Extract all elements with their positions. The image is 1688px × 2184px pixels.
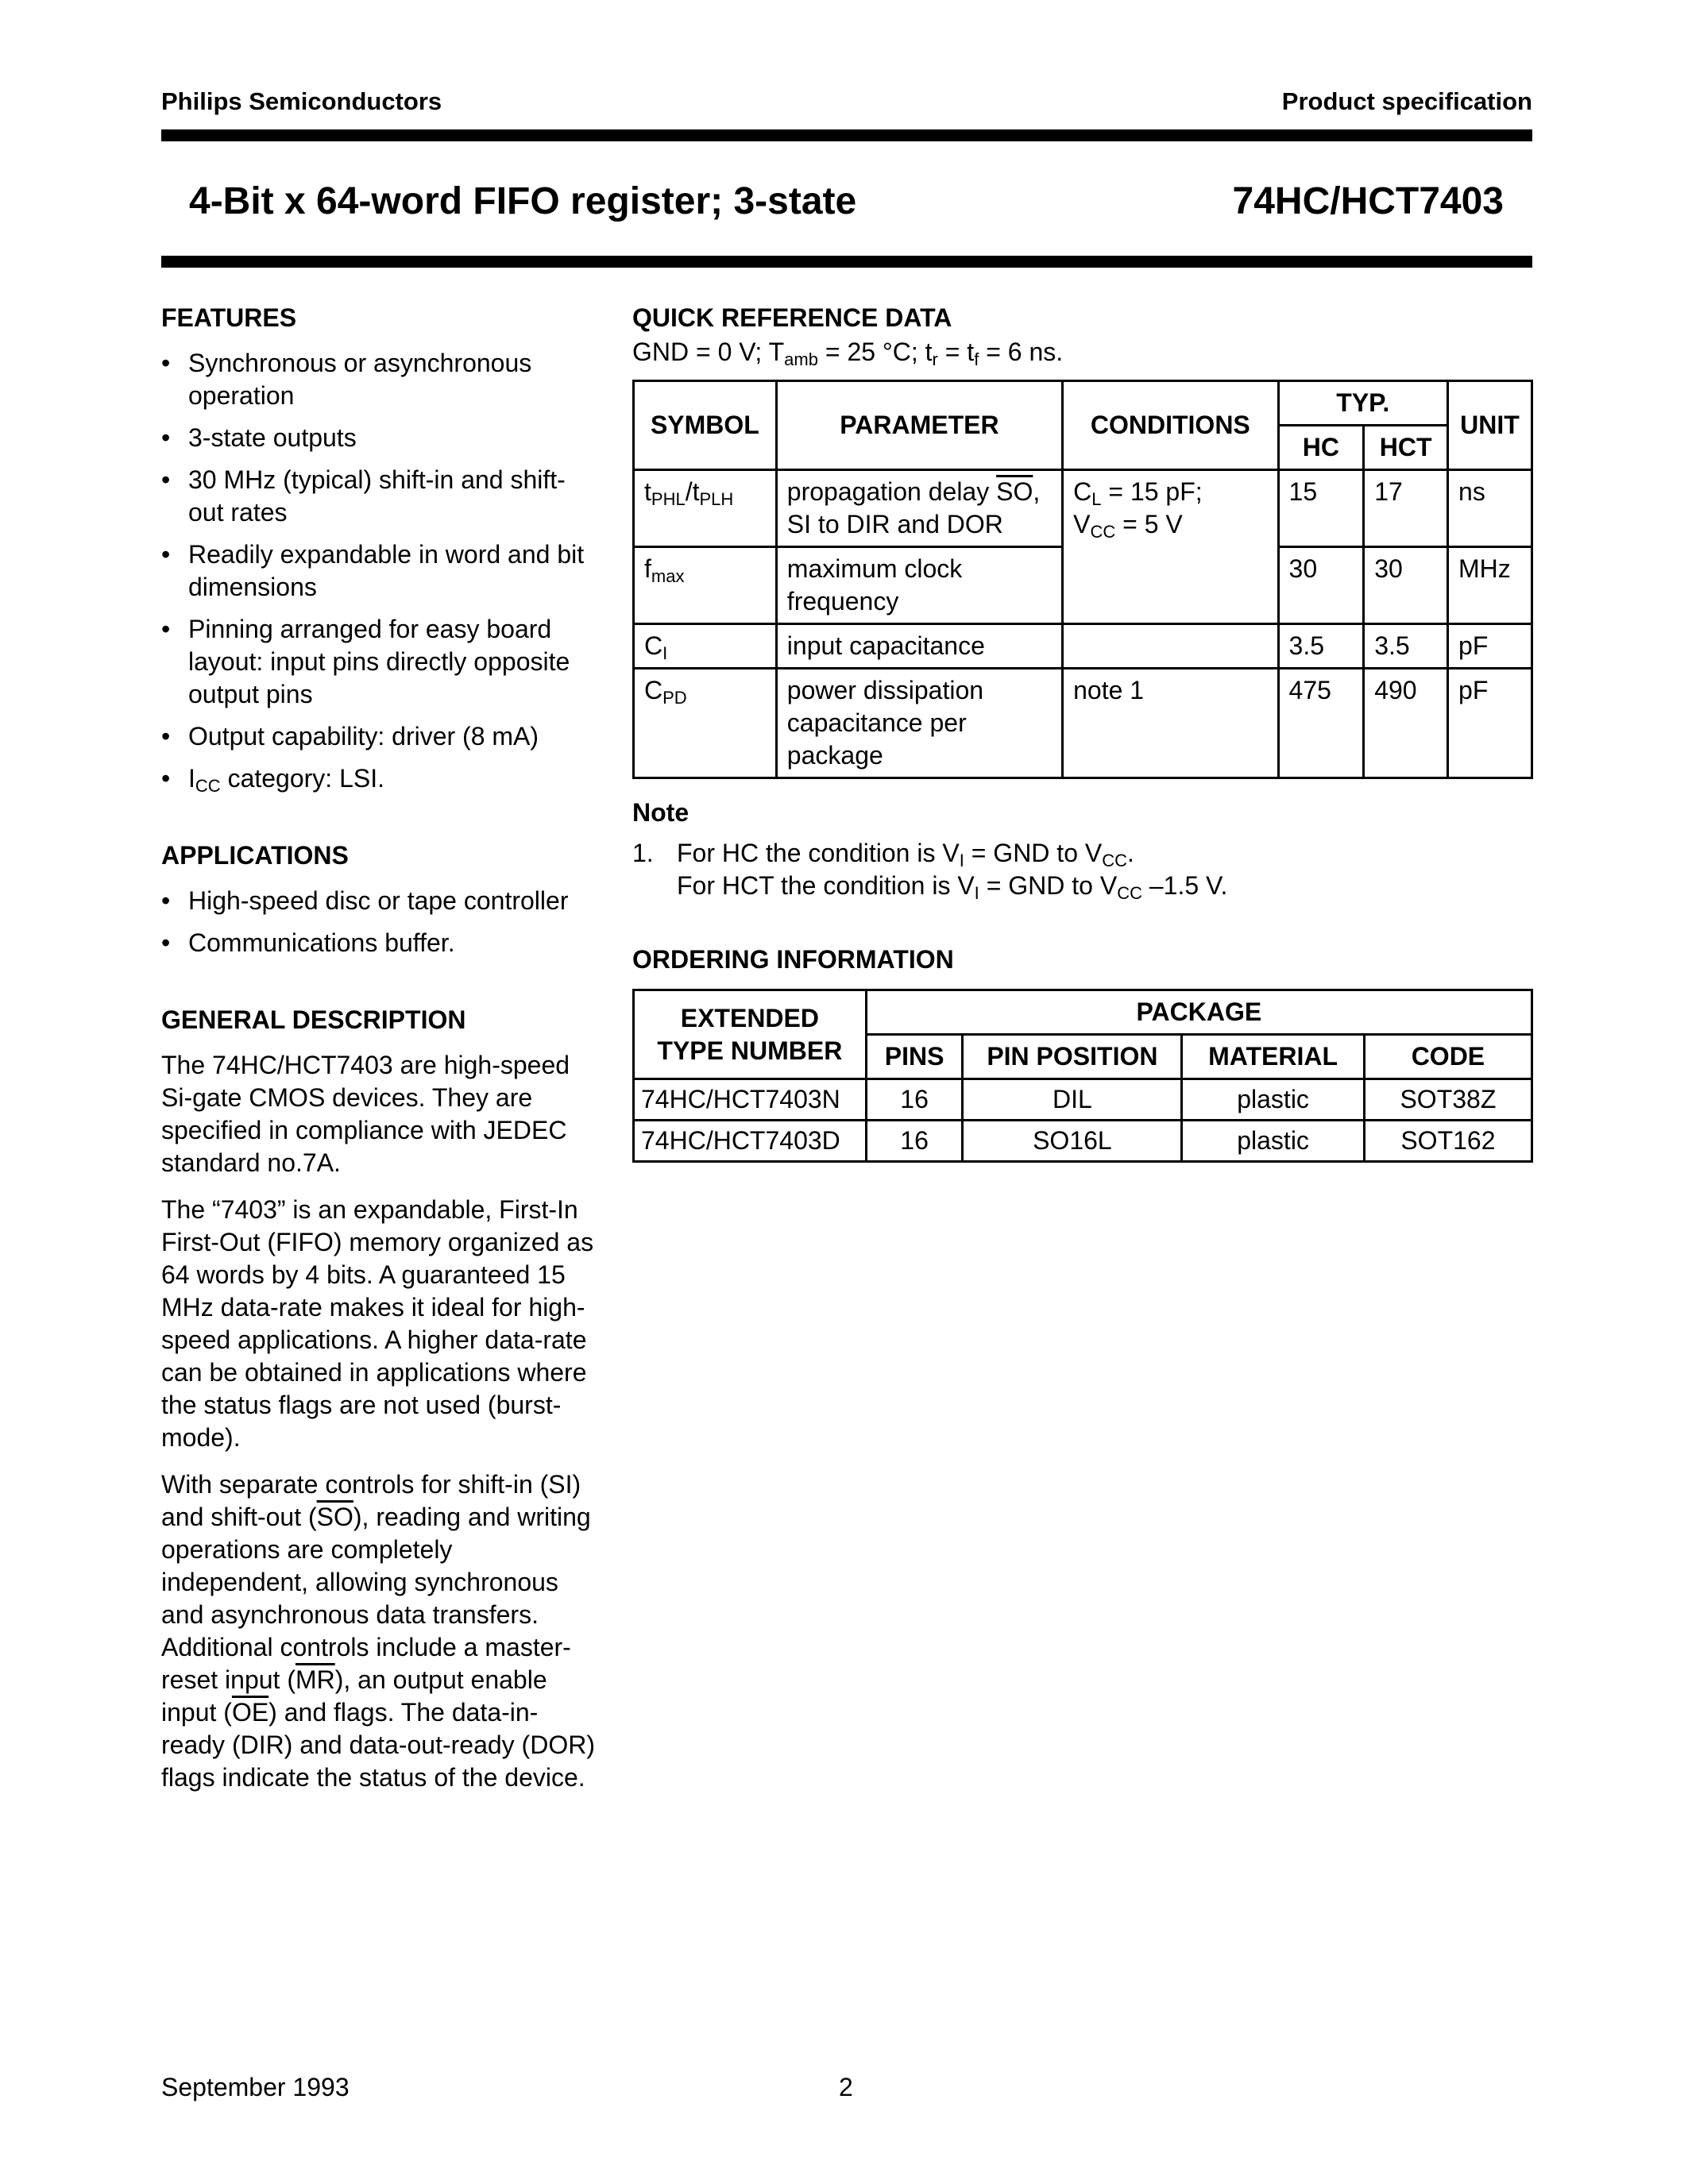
- cell-parameter: maximum clock frequency: [776, 547, 1062, 624]
- footer-date: September 1993: [161, 2073, 350, 2101]
- table-row: [634, 1079, 1532, 1121]
- table-header-row: [634, 990, 1532, 1035]
- col-pin-position: PIN POSITION: [963, 1035, 1182, 1079]
- table-row: [634, 624, 1532, 669]
- features-list: [161, 347, 598, 795]
- cell-hct: 17: [1364, 470, 1448, 547]
- general-paragraph-3: With separate controls for shift-in (SI) and shift-out $(\overline{SO})$, reading and writing operations are completely independent, allowing synchronous and asynchronous data transfers. Additional controls include a master-reset input $(\overline{MR})$, an output enable input $(\overline{OE})$ and flags. The data-in-ready (DIR) and data-out-ready (DOR) flags indicate the status of the device.: [161, 1470, 595, 1792]
- header-rule-top: [161, 129, 1532, 141]
- list-item: • High-speed disc or tape controller: [161, 886, 569, 915]
- cell-symbol: $t_{PHL}/t_{PLH}$: [634, 470, 777, 547]
- cell-pins: 16: [866, 1079, 963, 1121]
- cell-code: SOT38Z: [1364, 1079, 1532, 1121]
- page-title: 4-Bit x 64-word FIFO register; 3-state: [189, 180, 857, 222]
- cell-parameter: input capacitance: [776, 624, 1062, 669]
- cell-material: plastic: [1182, 1121, 1365, 1162]
- cell-symbol: $C_I$: [634, 624, 777, 669]
- part-number: 74HC/HCT7403: [1232, 180, 1504, 222]
- ordering-heading: ORDERING INFORMATION: [632, 945, 954, 974]
- cell-parameter: power dissipation capacitance per package: [776, 669, 1062, 778]
- quick-reference-conditions: GND = 0 V; $T_{amb} = 25$ °C; $t_r = t_f = 6$ ns.: [632, 338, 1064, 369]
- cell-unit: ns: [1448, 470, 1532, 547]
- general-paragraph-1: The 74HC/HCT7403 are high-speed Si-gate CMOS devices. They are specified in compliance with JEDEC standard no.7A.: [161, 1051, 570, 1177]
- general-description-heading: GENERAL DESCRIPTION: [161, 1005, 466, 1034]
- col-symbol: SYMBOL: [634, 381, 777, 470]
- cell-hc: 3.5: [1278, 624, 1364, 669]
- col-pins: PINS: [866, 1035, 963, 1079]
- cell-hct: 30: [1364, 547, 1448, 624]
- table-row: [634, 669, 1532, 778]
- applications-heading: APPLICATIONS: [161, 841, 349, 870]
- cell-symbol: $f_{max}$: [634, 547, 777, 624]
- col-unit: UNIT: [1448, 381, 1532, 470]
- cell-hc: 15: [1278, 470, 1364, 547]
- note-text: For HC the condition is $V_I$ = GND to $V_{CC}$. For HCT the condition is $V_I$ = GND to $V_{CC}$ –1.5 V.: [677, 839, 1228, 903]
- list-item: • 3-state outputs: [161, 423, 357, 452]
- cell-unit: pF: [1448, 669, 1532, 778]
- list-item: • Readily expandable in word and bit dimensions: [161, 540, 585, 601]
- cell-pin-position: SO16L: [963, 1121, 1182, 1162]
- table-row: [634, 470, 1532, 547]
- cell-parameter: propagation delay $\overline{SO}$, SI to DIR and DOR: [776, 470, 1062, 547]
- note-item: [632, 837, 1533, 902]
- list-item: • Communications buffer.: [161, 928, 455, 957]
- col-conditions: CONDITIONS: [1063, 381, 1278, 470]
- list-item: • Output capability: driver (8 mA): [161, 722, 539, 751]
- col-material: MATERIAL: [1182, 1035, 1365, 1079]
- col-package: PACKAGE: [866, 990, 1532, 1035]
- page-number: 2: [839, 2073, 853, 2101]
- applications-list: [161, 885, 598, 959]
- cell-hc: 475: [1278, 669, 1364, 778]
- cell-code: SOT162: [1364, 1121, 1532, 1162]
- company-name: Philips Semiconductors: [161, 87, 442, 115]
- cell-symbol: $C_{PD}$: [634, 669, 777, 778]
- cell-conditions: [1063, 624, 1278, 669]
- right-column: [632, 302, 1533, 1163]
- ordering-table: [632, 989, 1533, 1163]
- note-number: 1.: [632, 839, 654, 867]
- cell-hc: 30: [1278, 547, 1364, 624]
- left-column: [161, 302, 598, 1808]
- list-item: • Pinning arranged for easy board layout: input pins directly opposite output pins: [161, 615, 570, 708]
- cell-hct: 490: [1364, 669, 1448, 778]
- col-typ: TYP.: [1278, 381, 1447, 426]
- cell-material: plastic: [1182, 1079, 1365, 1121]
- table-header-row: [634, 381, 1532, 426]
- cell-hct: 3.5: [1364, 624, 1448, 669]
- note-heading: Note: [632, 798, 689, 827]
- cell-type: 74HC/HCT7403N: [634, 1079, 867, 1121]
- document-type: Product specification: [1281, 87, 1532, 115]
- col-hct: HCT: [1364, 426, 1448, 470]
- col-code: CODE: [1364, 1035, 1532, 1079]
- col-extended-type: EXTENDED TYPE NUMBER: [634, 990, 867, 1079]
- cell-unit: MHz: [1448, 547, 1532, 624]
- features-heading: FEATURES: [161, 303, 297, 332]
- col-parameter: PARAMETER: [776, 381, 1062, 470]
- quick-reference-table: [632, 380, 1533, 779]
- list-item: • $I_{CC}$ category: LSI.: [161, 764, 384, 796]
- cell-type: 74HC/HCT7403D: [634, 1121, 867, 1162]
- list-item: • 30 MHz (typical) shift-in and shift-out rates: [161, 465, 566, 527]
- col-hc: HC: [1278, 426, 1364, 470]
- cell-pins: 16: [866, 1121, 963, 1162]
- header-rule-bottom: [161, 256, 1532, 268]
- list-item: • Synchronous or asynchronous operation: [161, 349, 532, 410]
- cell-unit: pF: [1448, 624, 1532, 669]
- general-paragraph-2: The “7403” is an expandable, First-In First-Out (FIFO) memory organized as 64 words by 4 bits. A guaranteed 15 MHz data-rate makes it ideal for high-speed applications. A higher data-rate can be obtained in applications where the status flags are not used (burst-mode).: [161, 1195, 594, 1452]
- quick-reference-heading: QUICK REFERENCE DATA: [632, 303, 952, 332]
- cell-conditions: $C_L = 15$ pF; $V_{CC} = 5$ V: [1063, 470, 1278, 624]
- table-row: [634, 1121, 1532, 1162]
- cell-pin-position: DIL: [963, 1079, 1182, 1121]
- cell-conditions: note 1: [1063, 669, 1278, 778]
